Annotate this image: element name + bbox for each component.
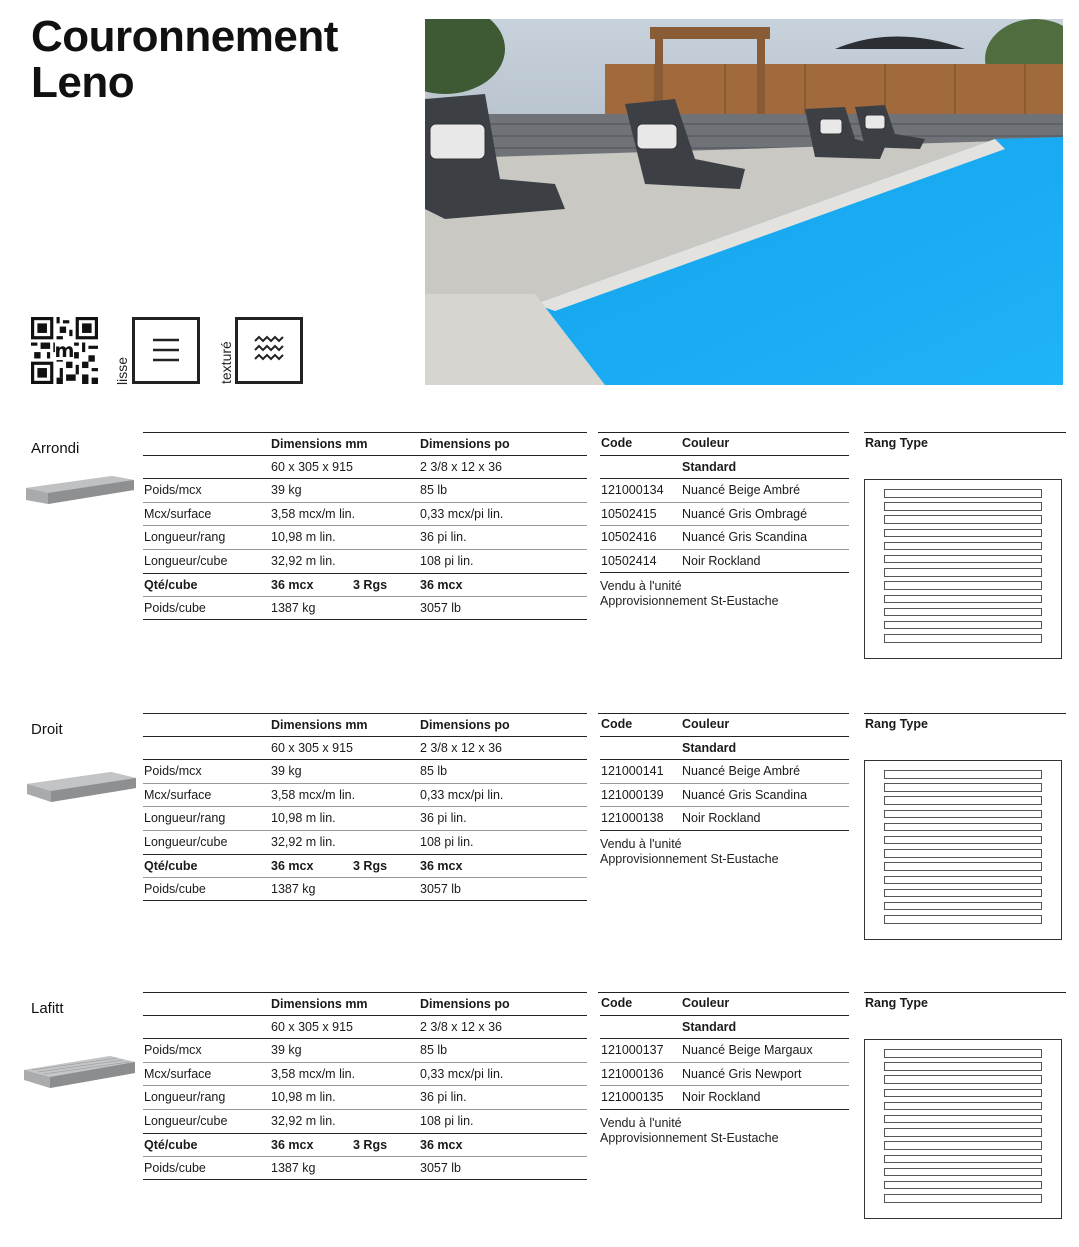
product-code: 10502414 — [601, 553, 657, 568]
header-standard: Standard — [682, 740, 737, 755]
spec-po: 85 lb — [420, 1043, 448, 1057]
color-codes-table — [600, 713, 849, 867]
spec-mm: 32,92 m lin. — [271, 834, 336, 849]
spec-mm: 39 kg — [271, 483, 302, 497]
header-code: Code — [601, 717, 633, 731]
spec-label: Poids/mcx — [144, 764, 202, 778]
spec-po: 36 pi lin. — [420, 1090, 467, 1104]
note-sold-per-unit: Vendu à l'unité — [600, 836, 682, 851]
color-codes-table — [600, 992, 849, 1146]
header-mm: Dimensions mm — [271, 718, 368, 732]
spec-mm: 10,98 m lin. — [271, 1090, 336, 1104]
spec-po: 85 lb — [420, 764, 448, 778]
weight-mm: 1387 kg — [271, 881, 316, 896]
spec-po: 36 pi lin. — [420, 530, 467, 544]
spec-mm: 32,92 m lin. — [271, 553, 336, 568]
finish-label-texture: texturé — [218, 341, 234, 384]
note-supply: Approvisionnement St-Eustache — [600, 851, 779, 866]
header-color: Couleur — [682, 436, 730, 450]
product-color: Nuancé Beige Margaux — [682, 1043, 813, 1057]
product-code: 121000138 — [601, 811, 664, 825]
product-code: 121000139 — [601, 787, 664, 802]
product-name: Arrondi — [31, 440, 80, 457]
pallet-diagram — [864, 1039, 1062, 1219]
page-title — [31, 14, 338, 106]
spec-label: Mcx/surface — [144, 1066, 212, 1081]
qty-po: 36 mcx — [420, 1138, 463, 1152]
spec-po: 85 lb — [420, 483, 448, 497]
weight-label: Poids/cube — [144, 881, 206, 896]
weight-po: 3057 lb — [420, 600, 462, 615]
product-name: Lafitt — [31, 1000, 64, 1017]
spec-mm: 39 kg — [271, 764, 302, 778]
product-code: 121000141 — [601, 764, 664, 778]
qty-po: 36 mcx — [420, 578, 463, 592]
header-color: Couleur — [682, 717, 730, 731]
spec-label: Mcx/surface — [144, 506, 212, 521]
spec-po: 0,33 mcx/pi lin. — [420, 506, 504, 521]
dims-mm: 60 x 305 x 915 — [271, 740, 354, 755]
spec-label: Poids/mcx — [144, 1043, 202, 1057]
pallet-diagram — [864, 479, 1062, 659]
spec-mm: 39 kg — [271, 1043, 302, 1057]
spec-po: 108 pi lin. — [420, 834, 474, 849]
qty-mm: 36 mcx — [271, 1138, 314, 1152]
pallet-diagram — [864, 760, 1062, 940]
dims-po: 2 3/8 x 12 x 36 — [420, 1019, 503, 1034]
note-supply: Approvisionnement St-Eustache — [600, 1130, 779, 1145]
qty-mm: 36 mcx — [271, 578, 314, 592]
spec-table — [143, 992, 587, 1180]
dims-mm: 60 x 305 x 915 — [271, 1019, 354, 1034]
qty-po: 36 mcx — [420, 859, 463, 873]
spec-mm: 32,92 m lin. — [271, 1113, 336, 1128]
note-supply: Approvisionnement St-Eustache — [600, 594, 779, 608]
spec-mm: 3,58 mcx/m lin. — [271, 787, 356, 802]
wave-texture-icon — [235, 317, 303, 384]
qty-label: Qté/cube — [144, 1138, 198, 1152]
smooth-lines-icon — [132, 317, 200, 384]
weight-mm: 1387 kg — [271, 600, 316, 615]
qty-rows: 3 Rgs — [353, 1138, 388, 1152]
product-code: 121000136 — [601, 1066, 664, 1081]
spec-label: Longueur/rang — [144, 1090, 226, 1104]
weight-po: 3057 lb — [420, 881, 462, 896]
spec-label: Longueur/cube — [144, 1113, 228, 1128]
product-section-arrondi — [0, 432, 1079, 692]
rang-type-label: Rang Type — [865, 717, 928, 731]
spec-po: 108 pi lin. — [420, 553, 474, 568]
product-color: Nuancé Beige Ambré — [682, 483, 801, 497]
weight-mm: 1387 kg — [271, 1160, 316, 1175]
svg-text:m: m — [54, 339, 75, 363]
qty-rows: 3 Rgs — [353, 578, 388, 592]
weight-label: Poids/cube — [144, 1160, 206, 1175]
product-section-droit — [0, 713, 1079, 973]
product-color: Nuancé Gris Scandina — [682, 530, 808, 544]
qty-label: Qté/cube — [144, 578, 198, 592]
dims-po: 2 3/8 x 12 x 36 — [420, 740, 503, 755]
dims-po: 2 3/8 x 12 x 36 — [420, 459, 503, 474]
header-po: Dimensions po — [420, 997, 510, 1011]
spec-mm: 10,98 m lin. — [271, 811, 336, 825]
spec-po: 0,33 mcx/pi lin. — [420, 787, 504, 802]
spec-label: Mcx/surface — [144, 787, 212, 802]
product-color: Nuancé Gris Ombragé — [682, 506, 808, 521]
product-color: Noir Rockland — [682, 553, 761, 568]
title-line-2: Leno — [31, 58, 135, 107]
weight-po: 3057 lb — [420, 1160, 462, 1175]
spec-table — [143, 432, 587, 620]
spec-mm: 10,98 m lin. — [271, 530, 336, 544]
dims-mm: 60 x 305 x 915 — [271, 459, 354, 474]
header-code: Code — [601, 436, 633, 450]
note-sold-per-unit: Vendu à l'unité — [600, 1115, 682, 1130]
product-color: Nuancé Beige Ambré — [682, 764, 801, 778]
header-standard: Standard — [682, 1019, 737, 1034]
qty-label: Qté/cube — [144, 859, 198, 873]
rang-type-label: Rang Type — [865, 996, 928, 1010]
header-color: Couleur — [682, 996, 730, 1010]
qty-mm: 36 mcx — [271, 859, 314, 873]
product-color: Noir Rockland — [682, 1090, 761, 1104]
spec-label: Longueur/cube — [144, 553, 228, 568]
coping-block-textured-image — [22, 1052, 138, 1094]
header-po: Dimensions po — [420, 718, 510, 732]
qr-code-icon[interactable] — [31, 317, 98, 384]
header-mm: Dimensions mm — [271, 437, 368, 451]
coping-block-rounded-image — [24, 472, 136, 508]
spec-label: Poids/mcx — [144, 483, 202, 497]
product-color: Nuancé Gris Scandina — [682, 787, 808, 802]
product-code: 121000134 — [601, 483, 664, 497]
product-color: Nuancé Gris Newport — [682, 1066, 802, 1081]
product-section-lafitt — [0, 992, 1079, 1247]
coping-block-straight-image — [25, 768, 139, 808]
product-code: 121000135 — [601, 1090, 664, 1104]
finish-label-lisse: lisse — [114, 356, 130, 385]
spec-mm: 3,58 mcx/m lin. — [271, 1066, 356, 1081]
header-po: Dimensions po — [420, 437, 510, 451]
product-photo — [425, 19, 1063, 385]
color-codes-table — [600, 432, 849, 609]
header-standard: Standard — [682, 459, 737, 474]
spec-label: Longueur/rang — [144, 530, 226, 544]
product-name: Droit — [31, 721, 63, 738]
spec-mm: 3,58 mcx/m lin. — [271, 506, 356, 521]
spec-po: 0,33 mcx/pi lin. — [420, 1066, 504, 1081]
spec-label: Longueur/rang — [144, 811, 226, 825]
spec-po: 36 pi lin. — [420, 811, 467, 825]
product-code: 121000137 — [601, 1043, 664, 1057]
weight-label: Poids/cube — [144, 600, 206, 615]
header-code: Code — [601, 996, 633, 1010]
product-code: 10502416 — [601, 530, 657, 544]
title-line-1: Couronnement — [31, 12, 338, 61]
note-sold-per-unit: Vendu à l'unité — [600, 579, 682, 593]
spec-label: Longueur/cube — [144, 834, 228, 849]
spec-po: 108 pi lin. — [420, 1113, 474, 1128]
spec-table — [143, 713, 587, 901]
qty-rows: 3 Rgs — [353, 859, 388, 873]
product-code: 10502415 — [601, 506, 657, 521]
product-color: Noir Rockland — [682, 811, 761, 825]
rang-type-label: Rang Type — [865, 436, 928, 450]
header-mm: Dimensions mm — [271, 997, 368, 1011]
